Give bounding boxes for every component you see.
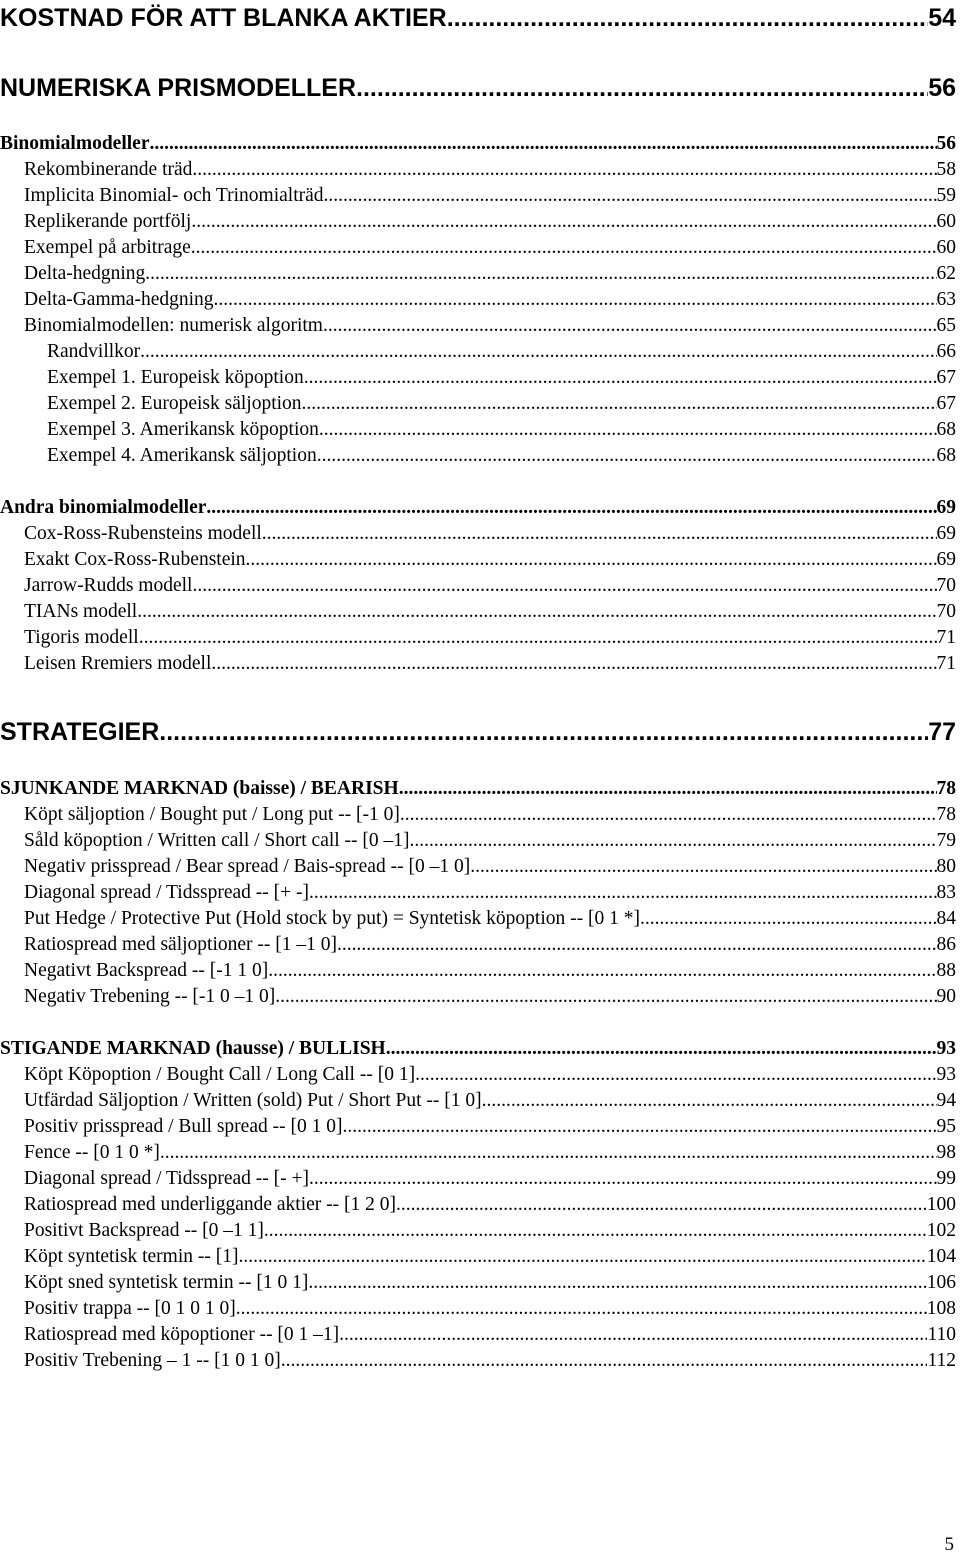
toc-entry-page: 93 — [936, 1038, 956, 1059]
dot-leader — [211, 653, 936, 675]
toc-entry-page: 62 — [936, 263, 956, 284]
toc-entry[interactable] — [0, 133, 956, 155]
toc-entry[interactable] — [0, 445, 956, 467]
toc-entry-title: Positivt Backspread -- [0 –1 1] — [24, 1220, 264, 1241]
toc-entry[interactable] — [0, 1142, 956, 1164]
toc-entry-title: NUMERISKA PRISMODELLER — [0, 74, 357, 102]
toc-entry-title: Exempel 1. Europeisk köpoption — [47, 367, 304, 388]
dot-leader — [317, 445, 937, 467]
toc-entry-page: 70 — [936, 601, 956, 622]
dot-leader — [192, 575, 936, 597]
toc-entry[interactable] — [0, 627, 956, 649]
toc-entry-page: 54 — [928, 4, 956, 32]
toc-entry[interactable] — [0, 778, 956, 800]
toc-entry[interactable] — [0, 856, 956, 878]
toc-entry-title: Binomialmodellen: numerisk algoritm — [24, 315, 323, 336]
toc-entry-title: Köpt sned syntetisk termin -- [1 0 1] — [24, 1272, 309, 1293]
toc-entry-title: Diagonal spread / Tidsspread -- [+ -] — [24, 882, 310, 903]
toc-entry-page: 68 — [936, 419, 956, 440]
dot-leader — [192, 159, 936, 181]
toc-entry[interactable] — [0, 960, 956, 982]
dot-leader — [640, 908, 937, 930]
toc-entry[interactable] — [0, 1324, 956, 1346]
toc-entry-title: Exakt Cox-Ross-Rubenstein — [24, 549, 246, 570]
toc-entry-page: 106 — [926, 1272, 956, 1293]
toc-entry[interactable] — [0, 1298, 956, 1320]
dot-leader — [238, 1246, 926, 1268]
dot-leader — [262, 523, 937, 545]
dot-leader — [415, 1064, 936, 1086]
toc-entry-page: 98 — [936, 1142, 956, 1163]
toc-entry[interactable] — [0, 908, 956, 930]
toc-entry-page: 93 — [936, 1064, 956, 1085]
toc-entry-page: 88 — [936, 960, 956, 981]
toc-entry-title: Exempel 2. Europeisk säljoption — [47, 393, 302, 414]
toc-entry-page: 86 — [936, 934, 956, 955]
toc-entry[interactable] — [0, 367, 956, 389]
toc-entry-title: Såld köpoption / Written call / Short call -- [0 –1] — [24, 830, 410, 851]
toc-entry-page: 90 — [936, 986, 956, 1007]
toc-entry-title: Rekombinerande träd — [24, 159, 193, 180]
dot-leader — [191, 237, 937, 259]
toc-entry-page: 60 — [936, 237, 956, 258]
dot-leader — [399, 778, 937, 800]
dot-leader — [323, 315, 937, 337]
dot-leader — [342, 1116, 936, 1138]
toc-entry[interactable] — [0, 497, 956, 519]
toc-entry-page: 99 — [936, 1168, 956, 1189]
toc-entry-page: 78 — [936, 804, 956, 825]
toc-entry-title: Ratiospread med köpoptioner -- [0 1 –1] — [24, 1324, 340, 1345]
toc-entry-page: 69 — [936, 549, 956, 570]
dot-leader — [447, 4, 928, 33]
dot-leader — [410, 830, 937, 852]
toc-entry-page: 66 — [936, 341, 956, 362]
toc-entry-title: Köpt säljoption / Bought put / Long put -- [-1 0] — [24, 804, 400, 825]
dot-leader — [339, 1324, 927, 1346]
toc-entry-title: STRATEGIER — [0, 718, 160, 746]
toc-entry-page: 65 — [936, 315, 956, 336]
toc-entry[interactable] — [0, 419, 956, 441]
toc-entry[interactable] — [0, 289, 956, 311]
toc-entry[interactable] — [0, 653, 956, 675]
dot-leader — [396, 1194, 927, 1216]
dot-leader — [214, 289, 937, 311]
dot-leader — [275, 986, 936, 1008]
toc-entry-page: 67 — [936, 367, 956, 388]
toc-entry-title: Negativ Trebening -- [-1 0 –1 0] — [24, 986, 276, 1007]
toc-entry[interactable] — [0, 523, 956, 545]
toc-entry-title: Utfärdad Säljoption / Written (sold) Put / Short Put -- [1 0] — [24, 1090, 482, 1111]
toc-entry-page: 102 — [926, 1220, 956, 1241]
toc-entry-title: Exempel 3. Amerikansk köpoption — [47, 419, 319, 440]
dot-leader — [309, 1168, 936, 1190]
toc-entry-page: 108 — [926, 1298, 956, 1319]
toc-entry-title: Negativt Backspread -- [-1 1 0] — [24, 960, 269, 981]
toc-entry-page: 104 — [926, 1246, 956, 1267]
toc-entry-page: 112 — [927, 1350, 956, 1371]
toc-entry-title: Positiv prisspread / Bull spread -- [0 1 0] — [24, 1116, 343, 1137]
toc-entry-page: 68 — [936, 445, 956, 466]
toc-entry-title: Tigoris modell — [24, 627, 139, 648]
toc-entry-title: Binomialmodeller — [0, 133, 150, 154]
toc-entry[interactable] — [0, 575, 956, 597]
page-number: 5 — [944, 1534, 954, 1555]
toc-entry-page: 60 — [936, 211, 956, 232]
dot-leader — [268, 960, 936, 982]
toc-entry-title: Ratiospread med underliggande aktier -- [1 2 0] — [24, 1194, 396, 1215]
toc-entry-title: Positiv trappa -- [0 1 0 1 0] — [24, 1298, 236, 1319]
toc-entry-title: Fence -- [0 1 0 *] — [24, 1142, 160, 1163]
dot-leader — [308, 1272, 926, 1294]
toc-entry-title: Andra binomialmodeller — [0, 497, 207, 518]
toc-entry-page: 77 — [928, 718, 956, 746]
toc-entry[interactable] — [0, 1090, 956, 1112]
toc-entry-title: SJUNKANDE MARKNAD (baisse) / BEARISH — [0, 778, 399, 799]
dot-leader — [159, 718, 928, 747]
dot-leader — [246, 549, 937, 571]
toc-entry-title: Jarrow-Rudds modell — [24, 575, 193, 596]
toc-entry-title: Positiv Trebening – 1 -- [1 0 1 0] — [24, 1350, 281, 1371]
toc-entry-title: STIGANDE MARKNAD (hausse) / BULLISH — [0, 1038, 386, 1059]
toc-entry-title: Cox-Ross-Rubensteins modell — [24, 523, 262, 544]
toc-entry[interactable] — [0, 549, 956, 571]
toc-entry-title: Ratiospread med säljoptioner -- [1 –1 0] — [24, 934, 337, 955]
dot-leader — [160, 1142, 937, 1164]
toc-entry[interactable] — [0, 1168, 956, 1190]
toc-entry-page: 84 — [936, 908, 956, 929]
toc-entry-page: 79 — [936, 830, 956, 851]
dot-leader — [400, 804, 937, 826]
toc-entry-title: Köpt syntetisk termin -- [1] — [24, 1246, 239, 1267]
toc-entry[interactable] — [0, 159, 956, 181]
toc-entry-title: TIANs modell — [24, 601, 138, 622]
toc-entry-page: 83 — [936, 882, 956, 903]
toc-entry-page: 110 — [927, 1324, 956, 1345]
dot-leader — [482, 1090, 937, 1112]
toc-entry-page: 69 — [936, 497, 956, 518]
dot-leader — [150, 133, 937, 155]
toc-entry-title: Implicita Binomial- och Trinomialträd — [24, 185, 324, 206]
toc-entry-title: KOSTNAD FÖR ATT BLANKA AKTIER — [0, 4, 447, 32]
dot-leader — [206, 497, 936, 519]
toc-entry[interactable] — [0, 718, 956, 747]
toc-entry-title: Leisen Rremiers modell — [24, 653, 212, 674]
toc-entry-title: Köpt Köpoption / Bought Call / Long Call -- [0 1] — [24, 1064, 416, 1085]
toc-entry-title: Diagonal spread / Tidsspread -- [- +] — [24, 1168, 310, 1189]
dot-leader — [139, 627, 937, 649]
toc-entry-page: 71 — [936, 627, 956, 648]
toc-entry-page: 56 — [936, 133, 956, 154]
toc-entry[interactable] — [0, 185, 956, 207]
toc-entry-page: 71 — [936, 653, 956, 674]
toc-entry[interactable] — [0, 1350, 956, 1372]
toc-entry[interactable] — [0, 986, 956, 1008]
toc-entry-title: Randvillkor — [47, 341, 141, 362]
dot-leader — [191, 211, 936, 233]
toc-entry[interactable] — [0, 1272, 956, 1294]
dot-leader — [337, 934, 937, 956]
toc-entry-title: Negativ prisspread / Bear spread / Bais-spread -- [0 –1 0] — [24, 856, 471, 877]
dot-leader — [302, 393, 937, 415]
toc-entry-title: Exempel på arbitrage — [24, 237, 191, 258]
toc-entry[interactable] — [0, 393, 956, 415]
toc-entry[interactable] — [0, 830, 956, 852]
dot-leader — [386, 1038, 937, 1060]
dot-leader — [140, 341, 936, 363]
toc-entry[interactable] — [0, 882, 956, 904]
toc-entry-page: 70 — [936, 575, 956, 596]
dot-leader — [236, 1298, 927, 1320]
toc-entry[interactable] — [0, 4, 956, 33]
dot-leader — [324, 185, 937, 207]
toc-entry-page: 95 — [936, 1116, 956, 1137]
toc-entry[interactable] — [0, 237, 956, 259]
dot-leader — [264, 1220, 927, 1242]
toc-entry[interactable] — [0, 804, 956, 826]
toc-entry[interactable] — [0, 934, 956, 956]
toc-entry-page: 56 — [928, 74, 956, 102]
toc-entry[interactable] — [0, 1246, 956, 1268]
toc-entry[interactable] — [0, 315, 956, 337]
toc-entry-title: Put Hedge / Protective Put (Hold stock by put) = Syntetisk köpoption -- [0 1 *] — [24, 908, 640, 929]
toc-entry-page: 94 — [936, 1090, 956, 1111]
toc-entry-page: 59 — [936, 185, 956, 206]
toc-entry-page: 69 — [936, 523, 956, 544]
toc-entry[interactable] — [0, 74, 956, 103]
toc-entry[interactable] — [0, 1220, 956, 1242]
toc-entry[interactable] — [0, 211, 956, 233]
toc-entry-title: Exempel 4. Amerikansk säljoption — [47, 445, 317, 466]
toc-entry[interactable] — [0, 1116, 956, 1138]
toc-entry[interactable] — [0, 1064, 956, 1086]
toc-entry[interactable] — [0, 263, 956, 285]
toc-entry-title: Delta-Gamma-hedgning — [24, 289, 214, 310]
dot-leader — [281, 1350, 928, 1372]
toc-entry-page: 63 — [936, 289, 956, 310]
toc-entry-page: 58 — [936, 159, 956, 180]
toc-entry[interactable] — [0, 1194, 956, 1216]
toc-entry[interactable] — [0, 341, 956, 363]
dot-leader — [137, 601, 936, 623]
toc-entry-page: 78 — [936, 778, 956, 799]
dot-leader — [145, 263, 936, 285]
toc-entry[interactable] — [0, 1038, 956, 1060]
dot-leader — [304, 367, 937, 389]
toc-entry-title: Replikerande portfölj — [24, 211, 192, 232]
toc-entry-page: 100 — [926, 1194, 956, 1215]
dot-leader — [309, 882, 936, 904]
toc-entry-page: 80 — [936, 856, 956, 877]
toc-entry-title: Delta-hedgning — [24, 263, 146, 284]
dot-leader — [356, 74, 928, 103]
toc-entry-page: 67 — [936, 393, 956, 414]
dot-leader — [470, 856, 936, 878]
dot-leader — [319, 419, 937, 441]
toc-entry[interactable] — [0, 601, 956, 623]
